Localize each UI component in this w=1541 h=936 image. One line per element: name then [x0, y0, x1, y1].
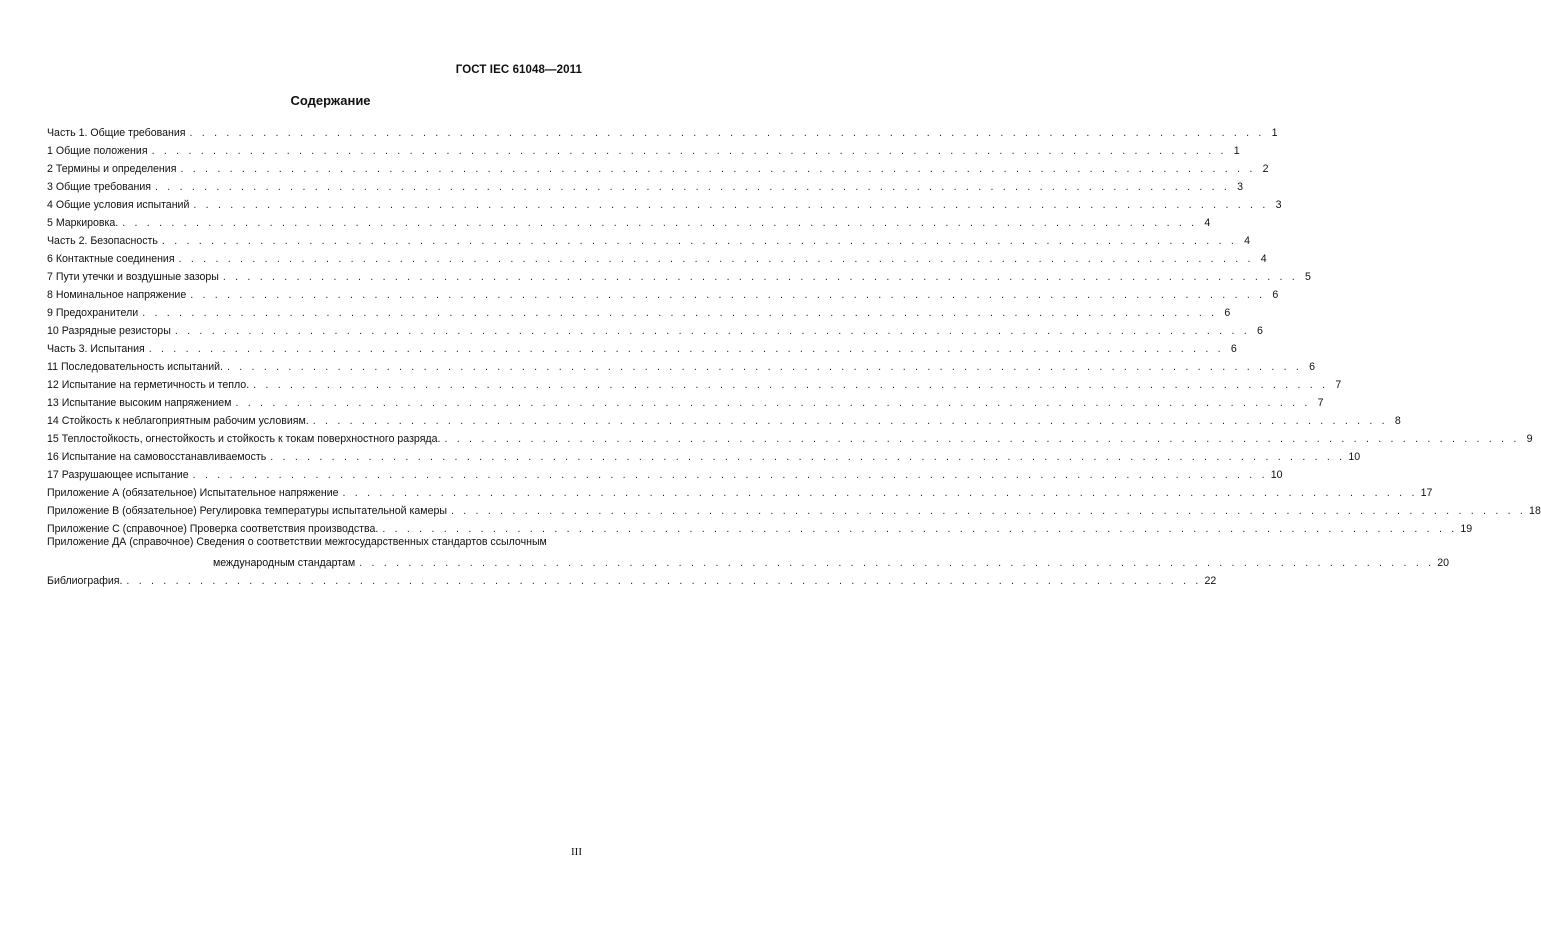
toc-entry-label: 9 Предохранители	[47, 307, 139, 319]
toc-entry-label: Приложение С (справочное) Проверка соответствия производства.	[47, 523, 379, 535]
dot-leader: . . . . . . . . . . . . . . . . . . . . . . . . . . . . . . . . . . . . . . . . . . . . . . . . . . . . . . . . . . . . . . . . . . . . . . . . . . . . . . . . . . . . . . . .	[382, 523, 1458, 535]
toc-entry-page: 22	[1204, 575, 1217, 587]
dot-leader: . . . . . . . . . . . . . . . . . . . . . . . . . . . . . . . . . . . . . . . . . . . . . . . . . . . . . . . . . . . . . . . . . . . . . . . . . . . . . . . . . . . . . . . .	[155, 181, 1231, 193]
toc-entry-label: 3 Общие требования	[47, 181, 151, 193]
toc-entry-page: 6	[1309, 361, 1316, 373]
toc-entry[interactable]	[47, 248, 1267, 266]
toc-entry[interactable]	[47, 500, 1541, 518]
toc-entry[interactable]	[47, 428, 1533, 446]
toc-entry-page: 17	[1420, 487, 1433, 499]
toc-entry-label: Приложение ДА (справочное) Сведения о соответствии межгосударственных стандартов ссылочным	[47, 536, 547, 548]
toc-entry-label: 10 Разрядные резисторы	[47, 325, 171, 337]
dot-leader: . . . . . . . . . . . . . . . . . . . . . . . . . . . . . . . . . . . . . . . . . . . . . . . . . . . . . . . . . . . . . . . . . . . . . . . . . . . . . . . . . . . . . . . .	[342, 487, 1418, 499]
toc-entry-label: Приложение А (обязательное) Испытательное напряжение	[47, 487, 339, 499]
dot-leader: . . . . . . . . . . . . . . . . . . . . . . . . . . . . . . . . . . . . . . . . . . . . . . . . . . . . . . . . . . . . . . . . . . . . . . . . . . . . . . . . . . . . . . . .	[151, 145, 1227, 157]
toc-entry[interactable]	[47, 356, 1316, 374]
toc-entry-page: 18	[1529, 505, 1541, 517]
toc-entry-label: 15 Теплостойкость, огнестойкость и стойкость к токам поверхностного разряда.	[47, 433, 441, 445]
toc-entry-label: Приложение В (обязательное) Регулировка температуры испытательной камеры	[47, 505, 447, 517]
toc-entry[interactable]	[47, 194, 1282, 212]
toc-entry-label: Часть 3. Испытания	[47, 343, 145, 355]
toc-entry-label: 16 Испытание на самовосстанавливаемость	[47, 451, 267, 463]
dot-leader: . . . . . . . . . . . . . . . . . . . . . . . . . . . . . . . . . . . . . . . . . . . . . . . . . . . . . . . . . . . . . . . . . . . . . . . . . . . . . . . . . . . . . . . .	[444, 433, 1520, 445]
toc-entry-page: 19	[1460, 523, 1473, 535]
toc-entry[interactable]	[47, 302, 1231, 320]
dot-leader: . . . . . . . . . . . . . . . . . . . . . . . . . . . . . . . . . . . . . . . . . . . . . . . . . . . . . . . . . . . . . . . . . . . . . . . . . . . . . . . . . . . . . . . .	[122, 217, 1198, 229]
toc-entry-page: 6	[1224, 307, 1231, 319]
toc-entry-page: 1	[1271, 127, 1278, 139]
dot-leader: . . . . . . . . . . . . . . . . . . . . . . . . . . . . . . . . . . . . . . . . . . . . . . . . . . . . . . . . . . . . . . . . . . . . . . . . . . . . . . . . . . . . . . . .	[235, 397, 1311, 409]
dot-leader: . . . . . . . . . . . . . . . . . . . . . . . . . . . . . . . . . . . . . . . . . . . . . . . . . . . . . . . . . . . . . . . . . . . . . . . . . . . . . . . . . . . . . . . .	[189, 127, 1265, 139]
toc-entry[interactable]	[47, 140, 1240, 158]
toc-entry-page: 20	[1437, 557, 1450, 569]
toc-entry-page: 4	[1244, 235, 1250, 247]
dot-leader: . . . . . . . . . . . . . . . . . . . . . . . . . . . . . . . . . . . . . . . . . . . . . . . . . . . . . . . . . . . . . . . . . . . . . . . . . . . . . . . . . . . . . . . .	[359, 557, 1435, 569]
toc-entry[interactable]	[47, 338, 1237, 356]
page-title: Содержание	[290, 93, 371, 108]
toc-entry[interactable]	[47, 284, 1279, 302]
toc-entry-page: 7	[1335, 379, 1342, 391]
dot-leader: . . . . . . . . . . . . . . . . . . . . . . . . . . . . . . . . . . . . . . . . . . . . . . . . . . . . . . . . . . . . . . . . . . . . . . . . . . . . . . . . . . . . . . . .	[180, 163, 1256, 175]
dot-leader: . . . . . . . . . . . . . . . . . . . . . . . . . . . . . . . . . . . . . . . . . . . . . . . . . . . . . . . . . . . . . . . . . . . . . . . . . . . . . . . . . . . . . . . .	[148, 343, 1224, 355]
toc-entry-label: 14 Стойкость к неблагоприятным рабочим условиям.	[47, 415, 309, 427]
dot-leader: . . . . . . . . . . . . . . . . . . . . . . . . . . . . . . . . . . . . . . . . . . . . . . . . . . . . . . . . . . . . . . . . . . . . . . . . . . . . . . . . . . . . . . . .	[178, 253, 1254, 265]
toc-entry[interactable]	[47, 266, 1311, 284]
toc-entry-page: 6	[1272, 289, 1279, 301]
toc-entry-page: 4	[1204, 217, 1211, 229]
toc-entry-page: 4	[1260, 253, 1267, 265]
toc-entry[interactable]	[47, 374, 1342, 392]
toc-entry[interactable]	[47, 176, 1244, 194]
toc-entry[interactable]	[47, 410, 1401, 428]
toc-entry[interactable]	[47, 570, 1217, 588]
toc-entry-label: 11 Последовательность испытаний.	[47, 361, 223, 373]
dot-leader: . . . . . . . . . . . . . . . . . . . . . . . . . . . . . . . . . . . . . . . . . . . . . . . . . . . . . . . . . . . . . . . . . . . . . . . . . . . . . . . . . . . . . . . .	[253, 379, 1329, 391]
toc-entry-page: 7	[1317, 397, 1324, 409]
toc-entry-page: 6	[1257, 325, 1263, 337]
toc-entry-label: 7 Пути утечки и воздушные зазоры	[47, 271, 219, 283]
toc-entry-label: 1 Общие положения	[47, 145, 148, 157]
toc-entry-label: Часть 1. Общие требования	[47, 127, 186, 139]
dot-leader: . . . . . . . . . . . . . . . . . . . . . . . . . . . . . . . . . . . . . . . . . . . . . . . . . . . . . . . . . . . . . . . . . . . . . . . . . . . . . . . . . . . . . . . .	[126, 575, 1202, 587]
toc-entry-page: 3	[1275, 199, 1282, 211]
toc-entry-label: 8 Номинальное напряжение	[47, 289, 187, 301]
toc-entry-label-continuation: международным стандартам	[213, 557, 356, 569]
dot-leader: . . . . . . . . . . . . . . . . . . . . . . . . . . . . . . . . . . . . . . . . . . . . . . . . . . . . . . . . . . . . . . . . . . . . . . . . . . . . . . . . . . . . . . . .	[226, 361, 1303, 373]
toc-entry-label: 17 Разрушающее испытание	[47, 469, 189, 481]
dot-leader: . . . . . . . . . . . . . . . . . . . . . . . . . . . . . . . . . . . . . . . . . . . . . . . . . . . . . . . . . . . . . . . . . . . . . . . . . . . . . . . . . . . . . . . .	[192, 469, 1268, 481]
document-code: ГОСТ IEC 61048—2011	[455, 64, 582, 76]
toc-entry-page: 8	[1394, 415, 1401, 427]
toc-entry-label: 4 Общие условия испытаний	[47, 199, 190, 211]
toc-entry-label: 2 Термины и определения	[47, 163, 177, 175]
toc-entry-page: 1	[1233, 145, 1240, 157]
toc-entry-page: 6	[1230, 343, 1237, 355]
toc-entry-page: 3	[1237, 181, 1244, 193]
dot-leader: . . . . . . . . . . . . . . . . . . . . . . . . . . . . . . . . . . . . . . . . . . . . . . . . . . . . . . . . . . . . . . . . . . . . . . . . . . . . . . . . . . . . . . . .	[190, 289, 1266, 301]
toc-entry[interactable]	[47, 122, 1278, 140]
toc-entry-page: 2	[1262, 163, 1269, 175]
toc-entry-page: 10	[1348, 451, 1361, 463]
page-number: III	[571, 846, 582, 858]
toc-entry-label: 13 Испытание высоким напряжением	[47, 397, 232, 409]
toc-entry[interactable]	[47, 446, 1361, 464]
toc-entry-page: 9	[1526, 433, 1533, 445]
toc-entry[interactable]	[47, 320, 1263, 338]
toc-entry[interactable]	[47, 464, 1283, 482]
toc-entry[interactable]	[47, 230, 1250, 248]
dot-leader: . . . . . . . . . . . . . . . . . . . . . . . . . . . . . . . . . . . . . . . . . . . . . . . . . . . . . . . . . . . . . . . . . . . . . . . . . . . . . . . . . . . . . . . .	[222, 271, 1298, 283]
toc-entry[interactable]	[47, 212, 1211, 230]
dot-leader: . . . . . . . . . . . . . . . . . . . . . . . . . . . . . . . . . . . . . . . . . . . . . . . . . . . . . . . . . . . . . . . . . . . . . . . . . . . . . . . . . . . . . . . .	[193, 199, 1269, 211]
toc-entry[interactable]	[47, 518, 1473, 536]
toc-entry[interactable]	[47, 482, 1433, 500]
toc-entry-label: 12 Испытание на герметичность и тепло.	[47, 379, 250, 391]
toc-entry-page: 10	[1270, 469, 1283, 481]
dot-leader: . . . . . . . . . . . . . . . . . . . . . . . . . . . . . . . . . . . . . . . . . . . . . . . . . . . . . . . . . . . . . . . . . . . . . . . . . . . . . . . . . . . . . . . .	[142, 307, 1218, 319]
dot-leader: . . . . . . . . . . . . . . . . . . . . . . . . . . . . . . . . . . . . . . . . . . . . . . . . . . . . . . . . . . . . . . . . . . . . . . . . . . . . . . . . . . . . . . . .	[161, 235, 1237, 247]
dot-leader: . . . . . . . . . . . . . . . . . . . . . . . . . . . . . . . . . . . . . . . . . . . . . . . . . . . . . . . . . . . . . . . . . . . . . . . . . . . . . . . . . . . . . . . .	[312, 415, 1388, 427]
toc-entry-label: Библиография.	[47, 575, 123, 587]
dot-leader: . . . . . . . . . . . . . . . . . . . . . . . . . . . . . . . . . . . . . . . . . . . . . . . . . . . . . . . . . . . . . . . . . . . . . . . . . . . . . . . . . . . . . . . .	[270, 451, 1346, 463]
toc-entry-label: 5 Маркировка.	[47, 217, 119, 229]
toc-entry[interactable]	[47, 536, 1450, 570]
dot-leader: . . . . . . . . . . . . . . . . . . . . . . . . . . . . . . . . . . . . . . . . . . . . . . . . . . . . . . . . . . . . . . . . . . . . . . . . . . . . . . . . . . . . . . . .	[450, 505, 1527, 517]
toc-entry[interactable]	[47, 158, 1269, 176]
toc-entry-label: 6 Контактные соединения	[47, 253, 175, 265]
toc-entry-page: 5	[1305, 271, 1311, 283]
toc-entry-label: Часть 2. Безопасность	[47, 235, 158, 247]
toc-entry[interactable]	[47, 392, 1324, 410]
dot-leader: . . . . . . . . . . . . . . . . . . . . . . . . . . . . . . . . . . . . . . . . . . . . . . . . . . . . . . . . . . . . . . . . . . . . . . . . . . . . . . . . . . . . . . . .	[174, 325, 1250, 337]
table-of-contents	[47, 122, 1541, 588]
